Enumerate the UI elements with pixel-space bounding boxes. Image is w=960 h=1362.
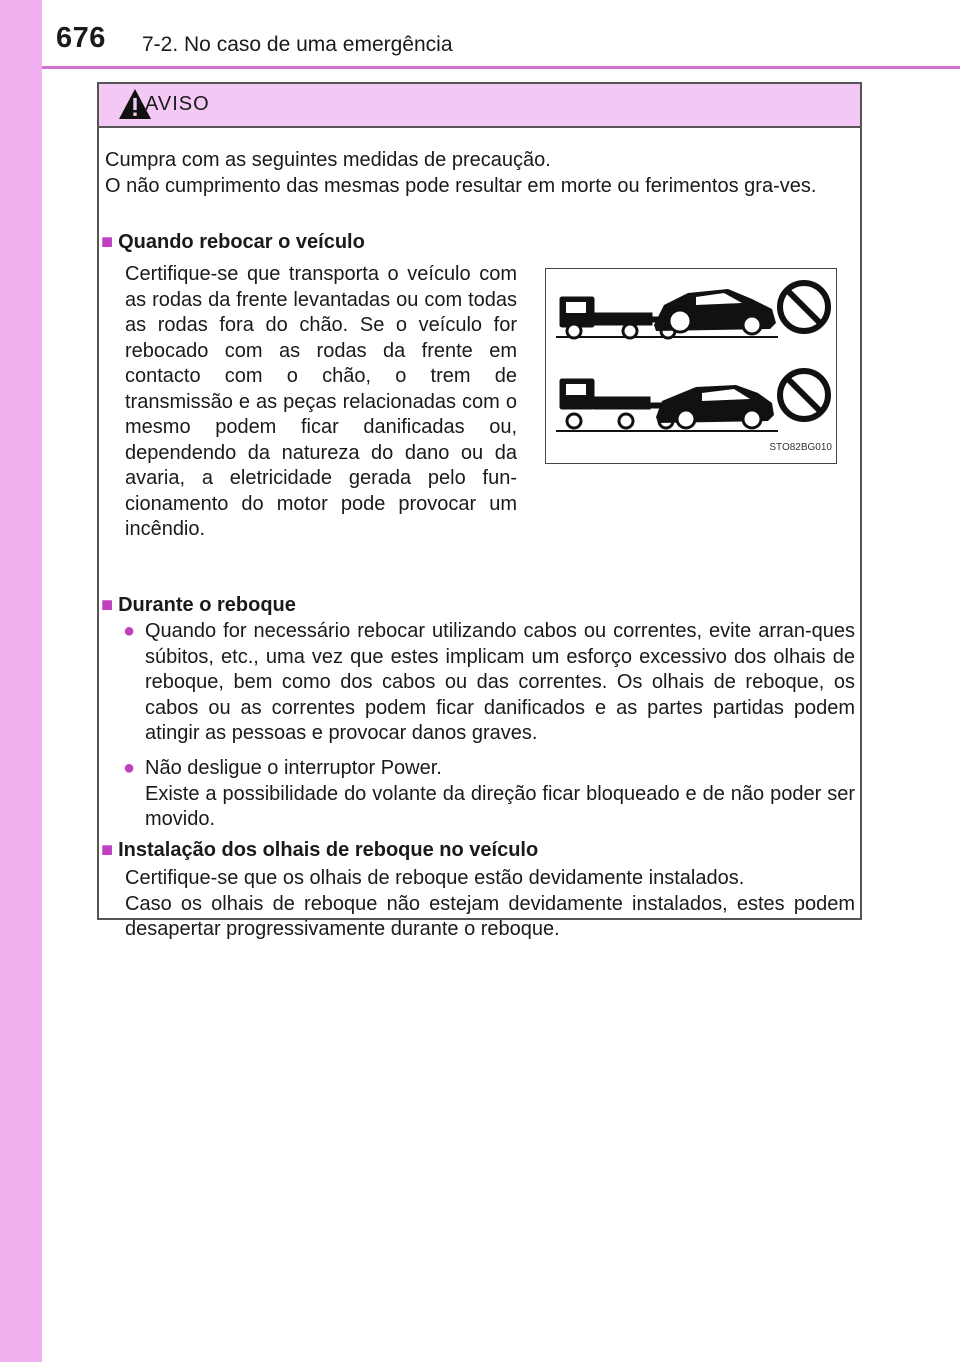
bullet-text: Quando for necessário rebocar utilizando cabos ou correntes, evite arran-ques súbitos, etc., uma vez que estes implicam um esforço excessivo dos olhais de reboque, bem como dos cabos ou das correntes. Os olhais de reboque, os cabos ou as correntes podem ficar danificados e as partes partidas podem atingir as pessoas e provocar danos graves. bbox=[145, 620, 855, 744]
round-bullet-icon: ● bbox=[123, 620, 136, 642]
heading-text: Instalação dos olhais de reboque no veículo bbox=[118, 839, 539, 861]
tow-eyelet-line: Certifique-se que os olhais de reboque estão devidamente instalados. bbox=[125, 867, 745, 889]
car-top bbox=[654, 289, 776, 334]
intro-text bbox=[105, 148, 855, 199]
intro-line: Cumpra com as seguintes medidas de precaução. bbox=[105, 149, 551, 171]
page-number: 676 bbox=[56, 22, 106, 54]
bullet-item bbox=[125, 756, 855, 833]
figure-code: STO82BG010 bbox=[769, 441, 832, 453]
bullet-item bbox=[125, 619, 855, 747]
tow-eyelet-line: Caso os olhais de reboque não estejam devidamente instalados, estes podem desapertar progressivamente durante o reboque. bbox=[125, 892, 855, 940]
tow-eyelet-text bbox=[125, 866, 855, 943]
square-bullet-icon: ■ bbox=[101, 231, 114, 253]
warning-box bbox=[97, 82, 862, 940]
prohibited-icon-bottom bbox=[780, 371, 828, 419]
intro-line: O não cumprimento das mesmas pode resultar em morte ou ferimentos gra-ves. bbox=[105, 174, 817, 197]
car-bottom bbox=[656, 385, 774, 428]
bullet-text: Existe a possibilidade do volante da direção ficar bloqueado e de não poder ser movido. bbox=[145, 782, 855, 830]
section-title: 7-2. No caso de uma emergência bbox=[142, 33, 453, 56]
square-bullet-icon: ■ bbox=[101, 594, 114, 616]
heading-text: Durante o reboque bbox=[118, 594, 296, 616]
round-bullet-icon: ● bbox=[123, 757, 136, 779]
towing-figure bbox=[545, 268, 837, 464]
heading-text: Quando rebocar o veículo bbox=[118, 231, 365, 253]
section-heading-towing bbox=[101, 230, 365, 256]
bullet-text: Não desligue o interruptor Power. bbox=[145, 757, 442, 779]
warning-label: AVISO bbox=[145, 93, 210, 115]
towing-paragraph: Certifique-se que transporta o veículo com as rodas da frente levantadas ou com todas as rodas fora do chão. Se o veículo for rebocado com as rodas da frente em contacto com o chão, o trem de transmissão e as peças relacionadas com o mesmo podem ficar danificadas ou, dependendo da natureza do dano ou da avaria, a eletricidade gerada pelo fun-cionamento do motor pode provocar um incêndio. bbox=[125, 263, 517, 540]
side-tab-bar bbox=[0, 0, 42, 1362]
prohibited-icon-top bbox=[780, 283, 828, 331]
square-bullet-icon: ■ bbox=[101, 839, 114, 861]
header-rule bbox=[42, 66, 960, 69]
warning-header bbox=[99, 84, 860, 128]
section-heading-tow-eyelet bbox=[101, 838, 538, 864]
section-heading-during-towing bbox=[101, 593, 296, 619]
